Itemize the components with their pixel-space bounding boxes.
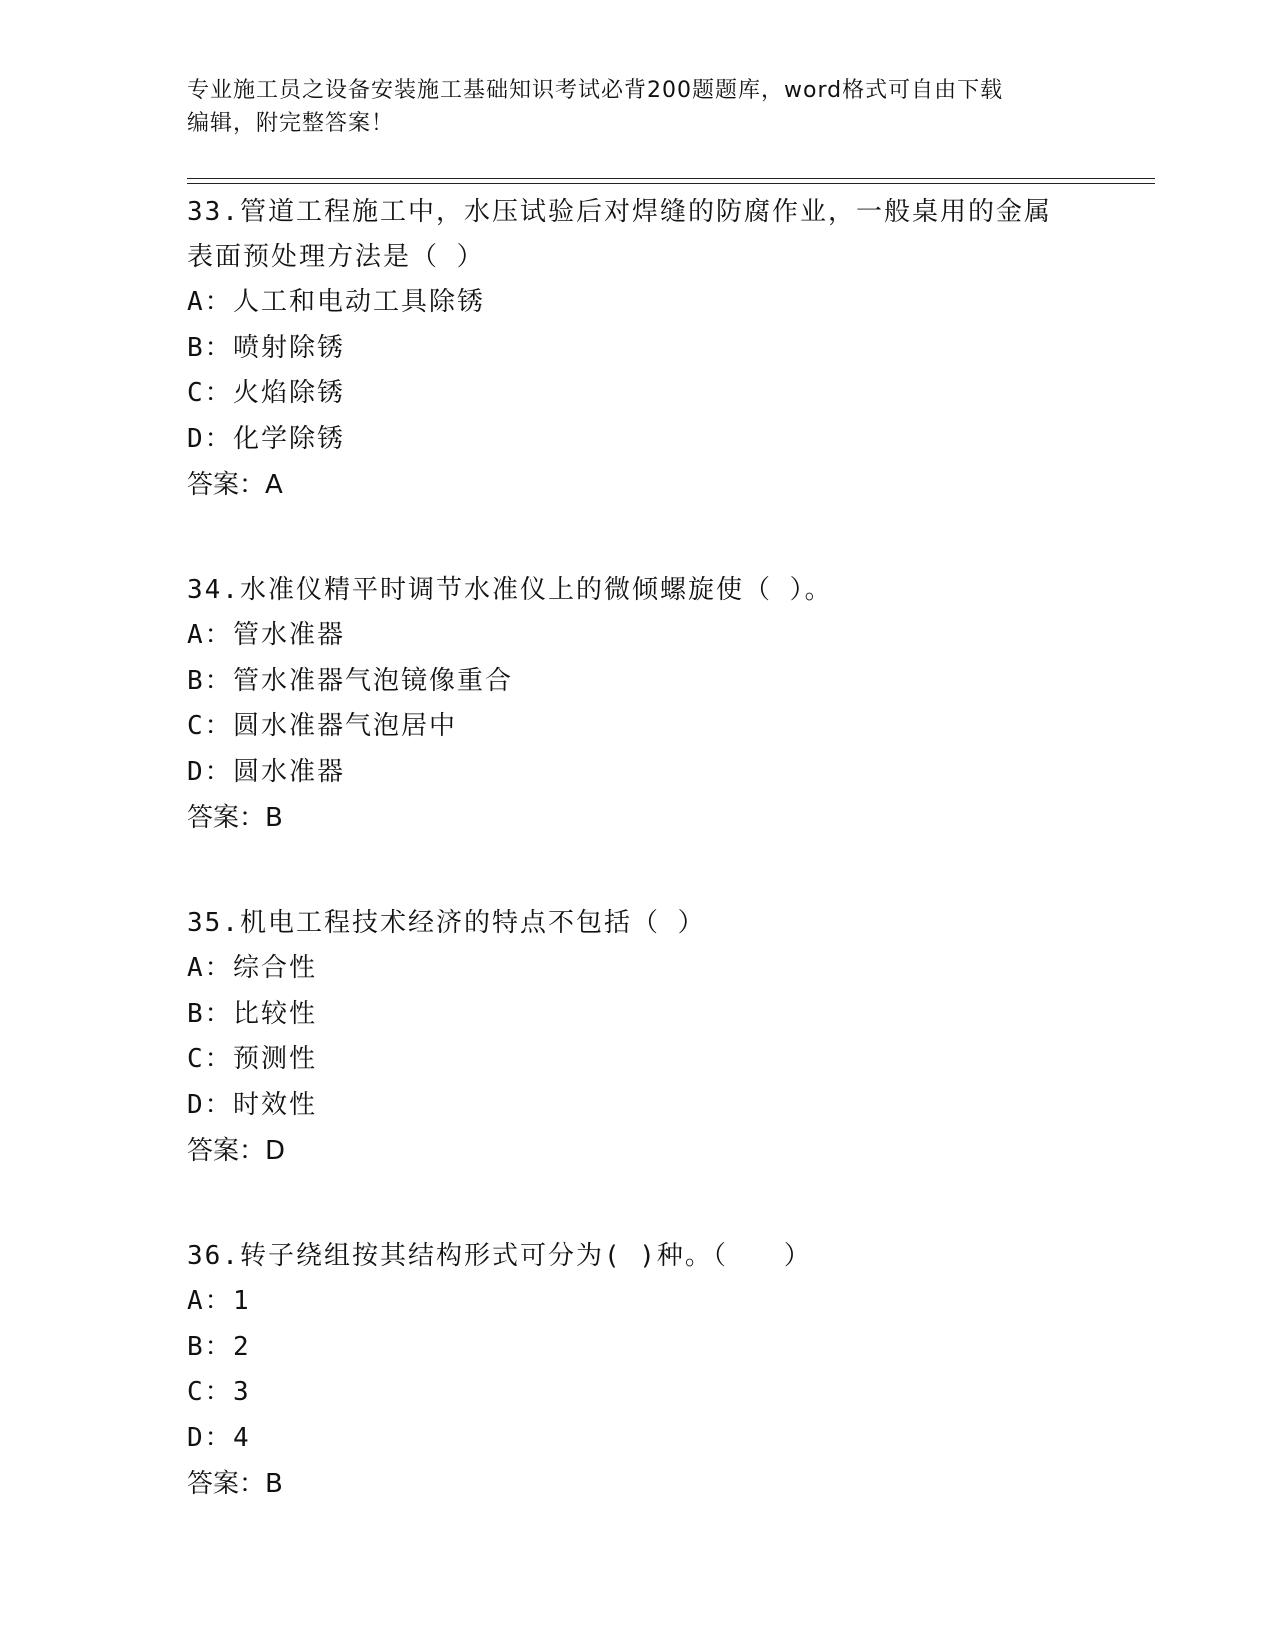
question-block — [187, 901, 1087, 1174]
option-item — [187, 704, 1087, 750]
question-text: 表面预处理方法是（ ） — [187, 242, 485, 272]
option-text: 火焰除锈 — [233, 378, 346, 408]
question-block — [187, 568, 1087, 841]
option-item — [187, 992, 1087, 1038]
document-header — [187, 74, 1087, 140]
option-item — [187, 946, 1087, 992]
option-label: B： — [187, 1331, 233, 1362]
option-label: C： — [187, 711, 233, 741]
option-label: B： — [187, 665, 233, 696]
option-label: B： — [187, 998, 233, 1029]
option-item — [187, 280, 1087, 326]
option-text: 2 — [233, 1331, 251, 1362]
option-text: 化学除锈 — [233, 423, 346, 454]
option-label: D： — [187, 423, 233, 454]
option-label: D： — [187, 1089, 233, 1120]
question-text: 36.转子绕组按其结构形式可分为( )种。（ ） — [187, 1241, 812, 1271]
answer-text: 答案：B — [187, 1469, 283, 1499]
option-label: D： — [187, 1422, 233, 1453]
question-text: 33.管道工程施工中，水压试验后对焊缝的防腐作业，一般桌用的金属 — [187, 197, 1052, 227]
option-item — [187, 1037, 1087, 1083]
option-text: 圆水准器 — [233, 756, 346, 787]
question-text: 35.机电工程技术经济的特点不包括（ ） — [187, 908, 706, 938]
question-list — [187, 190, 1087, 1567]
option-text: 预测性 — [233, 1044, 318, 1074]
option-label: A： — [187, 1286, 233, 1316]
option-label: C： — [187, 1044, 233, 1074]
option-text: 管水准器 — [233, 620, 346, 650]
header-line-2: 编辑，附完整答案！ — [187, 111, 395, 136]
option-item — [187, 1325, 1087, 1371]
option-item — [187, 750, 1087, 796]
option-label: A： — [187, 620, 233, 650]
option-item — [187, 1416, 1087, 1462]
question-block — [187, 190, 1087, 508]
header-divider — [187, 178, 1155, 184]
option-text: 4 — [233, 1422, 251, 1453]
header-line-1: 专业施工员之设备安装施工基础知识考试必背200题题库，word格式可自由下载 — [187, 78, 1004, 103]
option-label: A： — [187, 287, 233, 317]
option-text: 时效性 — [233, 1089, 318, 1120]
option-item — [187, 326, 1087, 372]
question-block — [187, 1234, 1087, 1507]
option-text: 人工和电动工具除锈 — [233, 287, 486, 317]
option-text: 喷射除锈 — [233, 332, 346, 363]
option-item — [187, 1370, 1087, 1416]
option-text: 管水准器气泡镜像重合 — [233, 665, 514, 696]
option-text: 3 — [233, 1377, 251, 1407]
option-label: D： — [187, 756, 233, 787]
option-text: 比较性 — [233, 998, 318, 1029]
answer-text: 答案：A — [187, 470, 283, 500]
option-item — [187, 659, 1087, 705]
option-label: C： — [187, 1377, 233, 1407]
option-label: B： — [187, 332, 233, 363]
option-item — [187, 371, 1087, 417]
option-item — [187, 613, 1087, 659]
option-item — [187, 417, 1087, 463]
answer-text: 答案：D — [187, 1136, 286, 1166]
option-text: 综合性 — [233, 953, 318, 983]
question-text: 34.水准仪精平时调节水准仪上的微倾螺旋使（ ）。 — [187, 575, 833, 605]
option-label: C： — [187, 378, 233, 408]
option-item — [187, 1083, 1087, 1129]
option-label: A： — [187, 953, 233, 983]
option-item — [187, 1279, 1087, 1325]
option-text: 1 — [233, 1286, 251, 1316]
answer-text: 答案：B — [187, 803, 283, 833]
option-text: 圆水准器气泡居中 — [233, 711, 458, 741]
